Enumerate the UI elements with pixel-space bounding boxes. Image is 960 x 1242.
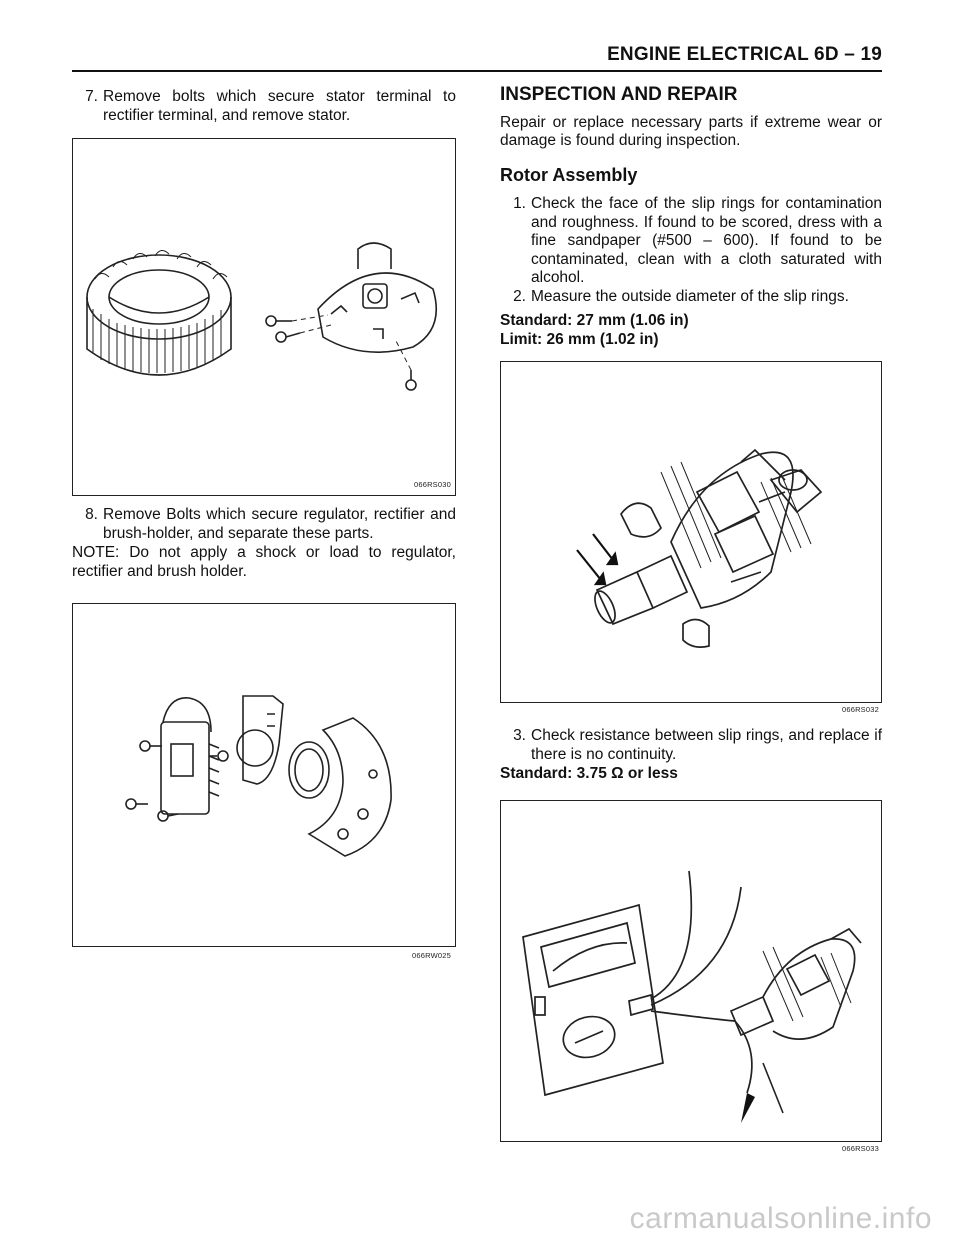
section-intro: Repair or replace necessary parts if extreme wear or damage is found during inspection.: [500, 113, 882, 149]
note-text: NOTE: Do not apply a shock or load to regulator, rectifier and brush holder.: [72, 544, 456, 580]
figure-caption: 066RS032: [841, 705, 879, 714]
section-title: INSPECTION AND REPAIR: [500, 84, 738, 105]
step-1: [500, 195, 882, 288]
step-text: Measure the outside diameter of the slip rings.: [531, 288, 849, 305]
subsection-title: Rotor Assembly: [500, 164, 638, 185]
step-7: [72, 88, 456, 125]
step-number: 8.: [85, 506, 98, 523]
figure-caption: 066RW025: [412, 951, 451, 960]
step-text: Remove Bolts which secure regulator, rectifier and brush-holder, and separate these parts.: [103, 506, 456, 542]
note: [72, 544, 456, 581]
limit-value: Limit: 26 mm (1.02 in): [500, 330, 659, 348]
figure-caption: 066RS033: [841, 1144, 879, 1153]
page-header: ENGINE ELECTRICAL 6D – 19: [607, 44, 882, 65]
inspection-section: [500, 86, 882, 184]
header-rule: [72, 70, 882, 72]
figure-stator-removal: [72, 138, 456, 496]
regulator-rectifier-brushholder-illustration: [73, 604, 455, 946]
step-number: 2.: [513, 288, 526, 305]
step-number: 7.: [85, 88, 98, 105]
standard-value: Standard: 3.75 Ω or less: [500, 765, 678, 782]
multimeter-rotor-illustration: [501, 801, 881, 1141]
figure-resistance-check: [500, 800, 882, 1153]
standard-value: Standard: 27 mm (1.06 in): [500, 312, 689, 329]
stator-rectifier-illustration: [73, 139, 455, 495]
step-text: Check the face of the slip rings for contamination and roughness. If found to be scored, dress with a fine sandpaper (#500 – 600). If found to be contaminated, clean with a cloth saturated with alcohol.: [531, 195, 882, 286]
figure-caption: 066RS030: [413, 480, 451, 489]
step-number: 3.: [513, 727, 526, 744]
step-8: [72, 506, 456, 543]
step-3: [500, 727, 882, 764]
slip-ring-spec: [500, 312, 882, 349]
step-number: 1.: [513, 195, 526, 212]
rotor-slip-ring-illustration: [501, 362, 881, 702]
figure-regulator-separation: [72, 603, 456, 960]
step-2: [500, 288, 882, 307]
figure-slip-ring-diameter: [500, 361, 882, 714]
resistance-spec: [500, 765, 882, 784]
step-text: Check resistance between slip rings, and replace if there is no continuity.: [531, 727, 882, 763]
step-text: Remove bolts which secure stator terminal to rectifier terminal, and remove stator.: [103, 88, 456, 124]
watermark: carmanualsonline.info: [629, 1202, 932, 1235]
